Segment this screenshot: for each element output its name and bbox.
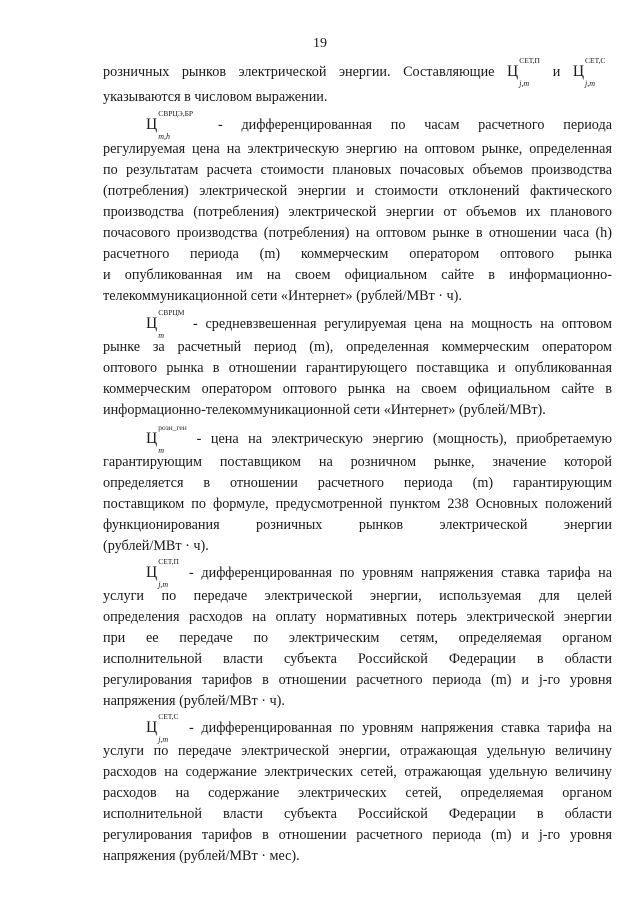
- p4-line-4: при ее передаче по электрическим сетям, определяемая органом: [103, 630, 612, 646]
- p1-line-8: и опубликованная им на своем официальном сайте в информационно-: [103, 267, 612, 283]
- p5-line-1: [146, 712, 612, 744]
- p4-line-6: регулирования тарифов в отношении расчетного периода (m) и j-го уровня: [103, 672, 612, 688]
- symbol-svrtse: [146, 109, 194, 141]
- p1-line-3: по результатам расчета стоимости плановых почасовых объемов производства: [103, 162, 612, 178]
- symbol-tariff-set-c: [146, 712, 179, 744]
- p3-line-1: [146, 423, 612, 455]
- symbol-sup: СЕТ,С: [158, 712, 179, 721]
- symbol-base: Ц: [146, 116, 158, 133]
- p5-text: - дифференцированная по уровням напряжения ставка тарифа на: [188, 720, 612, 736]
- symbol-base: Ц: [572, 63, 585, 80]
- p2-text: - средневзвешенная регулируемая цена на мощность на оптовом: [192, 316, 612, 332]
- symbol-sub: m,h: [158, 132, 170, 141]
- p2-line-1: [146, 308, 612, 340]
- symbol-sup: СЕТ,П: [519, 56, 540, 65]
- symbol-sub: m: [158, 331, 164, 340]
- symbol-sup: розн_ген: [158, 423, 187, 432]
- p4-line-1: [146, 557, 612, 589]
- intro-and: и: [552, 64, 561, 80]
- symbol-base: Ц: [507, 63, 519, 80]
- p5-line-5: исполнительной власти субъекта Российской Федерации в области: [103, 806, 612, 822]
- p3-line-2: гарантирующим поставщиком на розничном рынке, значение которой: [103, 454, 612, 470]
- symbol-base: Ц: [146, 719, 158, 736]
- p2-line-3: оптового рынка в отношении гарантирующего поставщика и опубликованная: [103, 360, 612, 376]
- p5-line-4: расходов на содержание электрических сетей, определяемая органом: [103, 785, 612, 801]
- symbol-rozn-gen: [146, 423, 187, 455]
- page-number: 19: [313, 36, 327, 51]
- p5-line-2: услуги по передаче электрической энергии, отражающая удельную величину: [103, 743, 612, 759]
- p1-line-2: регулируемая цена на электрическую энергию на оптовом рынке, определенная: [103, 141, 612, 157]
- p4-line-2: услуги по передаче электрической энергии, используемая для целей: [103, 588, 612, 604]
- p1-line-9: телекоммуникационной сети «Интернет» (рублей/МВт · ч).: [103, 288, 462, 304]
- symbol-base: Ц: [146, 564, 158, 581]
- symbol-sub: j,m: [585, 79, 596, 88]
- p3-line-5: функционирования розничных рынков электрической энергии: [103, 517, 612, 533]
- symbol-tariff-set-p: [146, 557, 179, 589]
- intro-line-2: указываются в числовом выражении.: [103, 89, 328, 105]
- p1-line-1: [146, 109, 613, 141]
- symbol-sup: СВРЦЭ,БР: [158, 109, 194, 118]
- intro-line-1: [103, 56, 612, 88]
- p1-line-7: расчетного периода (m) коммерческим оператором оптового рынка: [103, 246, 612, 262]
- symbol-base: Ц: [146, 430, 158, 447]
- symbol-tariff-set-p: [507, 56, 540, 88]
- p3-text: - цена на электрическую энергию (мощность), приобретаемую: [196, 431, 612, 447]
- p1-text: - дифференцированная по часам расчетного периода: [217, 117, 613, 133]
- p2-line-2: рынке за расчетный период (m), определенная коммерческим оператором: [103, 339, 612, 355]
- symbol-tariff-set-c: [572, 56, 606, 88]
- symbol-svrtsm: [146, 308, 185, 340]
- symbol-sub: m: [158, 446, 164, 455]
- p4-line-7: напряжения (рублей/МВт · ч).: [103, 693, 285, 709]
- p5-line-7: напряжения (рублей/МВт · мес).: [103, 848, 300, 864]
- symbol-sup: СЕТ,С: [585, 56, 606, 65]
- p5-line-3: расходов на содержание электрических сетей, отражающая удельную величину: [103, 764, 612, 780]
- p3-line-4: поставщиком по формуле, предусмотренной пунктом 238 Основных положений: [103, 496, 612, 512]
- p2-line-5: информационно-телекоммуникационной сети «Интернет» (рублей/МВт).: [103, 402, 546, 418]
- symbol-sub: j,m: [519, 79, 530, 88]
- p1-line-5: производства (потребления) электрической энергии от объемов их планового: [103, 204, 612, 220]
- p4-line-5: исполнительной власти субъекта Российской Федерации в области: [103, 651, 612, 667]
- p2-line-4: коммерческим оператором оптового рынка на своем официальном сайте в: [103, 381, 612, 397]
- p3-line-3: определяется в отношении расчетного периода (m) гарантирующим: [103, 475, 612, 491]
- p3-line-6: (рублей/МВт · ч).: [103, 538, 209, 554]
- symbol-base: Ц: [146, 315, 158, 332]
- symbol-sub: j,m: [158, 735, 169, 744]
- p5-line-6: регулирования тарифов в отношении расчетного периода (m) и j-го уровня: [103, 827, 612, 843]
- p4-line-3: определения расходов на оплату нормативных потерь электрической энергии: [103, 609, 612, 625]
- intro-text: розничных рынков электрической энергии. Составляющие: [103, 64, 495, 80]
- symbol-sup: СВРЦМ: [158, 308, 185, 317]
- p4-text: - дифференцированная по уровням напряжения ставка тарифа на: [188, 565, 612, 581]
- p1-line-4: (потребления) электрической энергии и стоимости отклонений фактического: [103, 183, 612, 199]
- p1-line-6: почасового производства (потребления) на оптовом рынке в отношении часа (h): [103, 225, 612, 241]
- symbol-sup: СЕТ,П: [158, 557, 179, 566]
- symbol-sub: j,m: [158, 580, 169, 589]
